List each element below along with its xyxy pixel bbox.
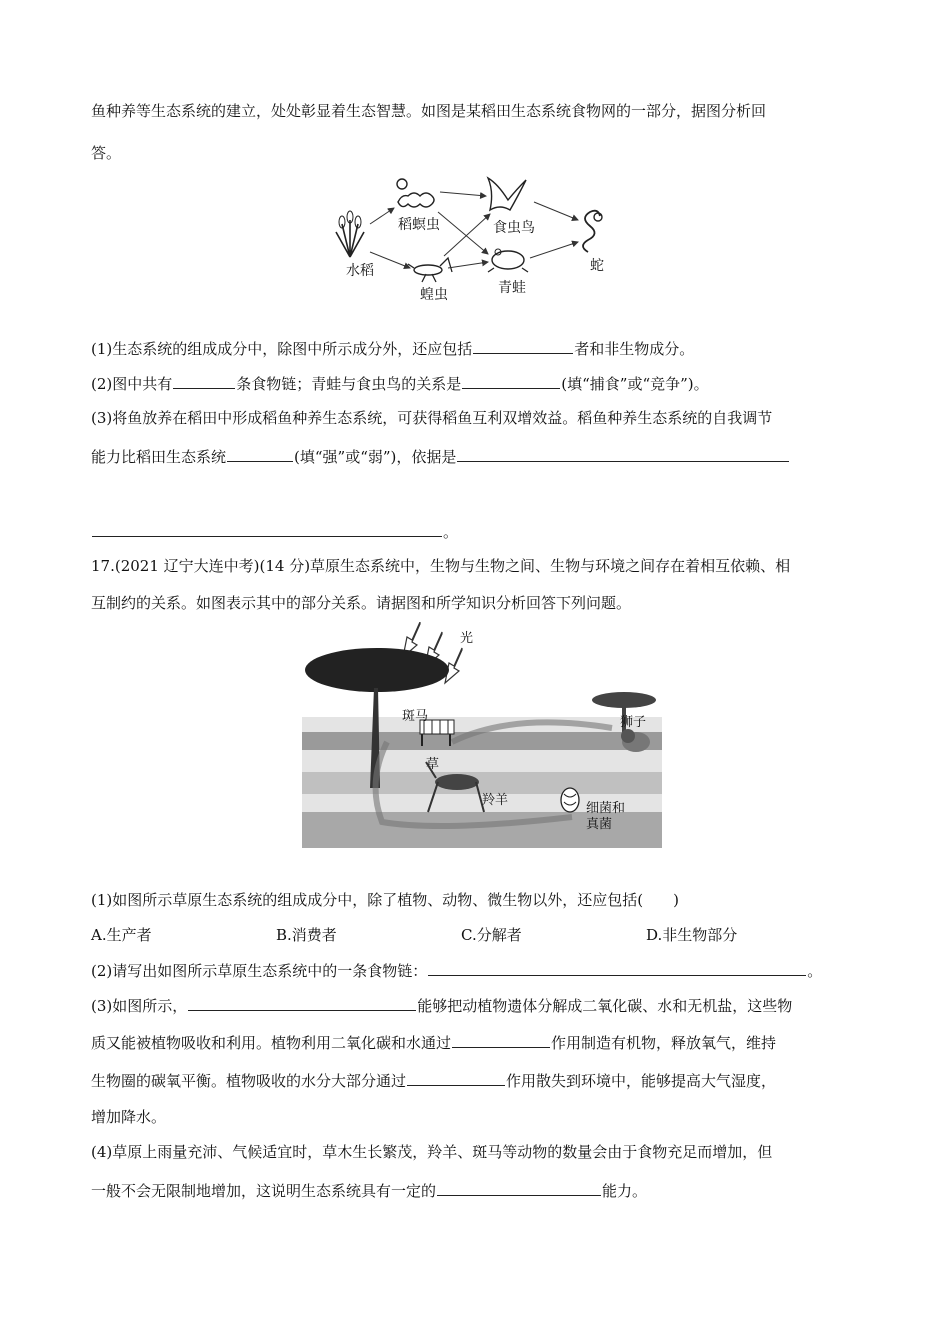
q16-part-2-text-a: (2)图中共有 — [91, 375, 173, 393]
answer-blank[interactable] — [92, 520, 442, 537]
q17-part-3-text-c: 质又能被植物吸收和利用。植物利用二氧化碳和水通过 — [91, 1034, 452, 1052]
option-b[interactable]: B.消费者 — [276, 926, 337, 944]
borer-icon — [397, 179, 434, 207]
q17-part-3-text-a: (3)如图所示， — [91, 997, 188, 1015]
q16-part-3-line-1: (3)将鱼放养在稻田中形成稻鱼种养生态系统，可获得稻鱼互利双增效益。稻鱼种养生态系统的自我调节 — [91, 409, 773, 427]
q16-part-1-text-a: (1)生态系统的组成成分中，除图中所示成分外，还应包括 — [91, 340, 473, 358]
answer-blank[interactable] — [457, 445, 789, 462]
answer-blank[interactable] — [473, 337, 573, 354]
q17-intro-line-1: 17.(2021 辽宁大连中考)(14 分)草原生态系统中，生物与生物之间、生物与环境之间存在着相互依赖、相 — [91, 557, 791, 575]
label-zebra: 斑马 — [402, 709, 429, 724]
q16-part-3-text-a: 能力比稻田生态系统 — [91, 448, 227, 466]
label-snake: 蛇 — [590, 258, 604, 274]
q17-part-3-text-f: 作用散失到环境中，能够提高大气湿度， — [506, 1072, 777, 1090]
q16-part-3-text-b: (填“强”或“弱”)，依据是 — [294, 448, 457, 466]
q16-part-2 — [91, 372, 709, 394]
q16-part-1-text-b: 者和非生物成分。 — [574, 340, 695, 358]
label-decomposer-2: 真菌 — [586, 817, 613, 832]
arrow-bird-snake — [534, 202, 578, 220]
rice-icon — [336, 211, 364, 257]
label-borer: 稻螟虫 — [398, 217, 440, 233]
q17-part-4-line-2 — [91, 1179, 647, 1201]
q17-part-3-line-2 — [91, 1031, 776, 1053]
option-c[interactable]: C.分解者 — [461, 926, 522, 944]
grassland-ecosystem-figure — [302, 622, 662, 848]
q17-part-2 — [91, 959, 822, 981]
q17-part-2-text: (2)请写出如图所示草原生态系统中的一条食物链： — [91, 962, 428, 980]
q16-part-2-text-c: (填“捕食”或“竞争”)。 — [561, 375, 709, 393]
q17-part-3-text-e: 生物圈的碳氧平衡。植物吸收的水分大部分通过 — [91, 1072, 407, 1090]
q17-intro-line-2: 互制约的关系。如图表示其中的部分关系。请据图和所学知识分析回答下列问题。 — [91, 594, 632, 612]
label-frog: 青蛙 — [498, 280, 526, 296]
label-bird: 食虫鸟 — [493, 220, 535, 236]
option-d[interactable]: D.非生物部分 — [646, 926, 738, 944]
arrow-borer-frog — [438, 212, 488, 254]
arrow-frog-snake — [530, 242, 578, 258]
q16-intro-line-2: 答。 — [91, 144, 122, 162]
answer-blank[interactable] — [452, 1031, 550, 1048]
label-light: 光 — [460, 631, 474, 646]
q17-part-3-line-4: 增加降水。 — [91, 1108, 167, 1126]
label-antelope: 羚羊 — [482, 793, 509, 808]
q16-part-3-line-3 — [91, 520, 458, 542]
answer-blank[interactable] — [428, 959, 806, 976]
bird-icon — [488, 178, 526, 210]
answer-blank[interactable] — [227, 445, 293, 462]
frog-icon — [488, 249, 528, 272]
q17-part-3-line-3 — [91, 1069, 776, 1091]
arrow-rice-locust — [370, 252, 410, 268]
label-locust: 蝗虫 — [420, 287, 448, 302]
q17-part-3-text-d: 作用制造有机物，释放氧气，维持 — [551, 1034, 777, 1052]
answer-blank[interactable] — [188, 994, 416, 1011]
q16-intro-line-1: 鱼种养等生态系统的建立，处处彰显着生态智慧。如图是某稻田生态系统食物网的一部分，据图分析回 — [91, 102, 767, 120]
bacteria-fungi-icon — [561, 788, 579, 812]
q16-part-3-end: 。 — [443, 523, 459, 541]
snake-icon — [583, 211, 602, 252]
q16-part-3-line-2 — [91, 445, 790, 467]
arrow-rice-borer — [370, 208, 394, 224]
q17-part-4-text-b: 能力。 — [602, 1182, 648, 1200]
answer-blank[interactable] — [173, 372, 235, 389]
q17-part-3-text-b: 能够把动植物遗体分解成二氧化碳、水和无机盐，这些物 — [417, 997, 793, 1015]
q17-part-4-text-a: 一般不会无限制地增加，这说明生态系统具有一定的 — [91, 1182, 437, 1200]
answer-blank[interactable] — [462, 372, 560, 389]
locust-icon — [408, 258, 452, 282]
label-decomposer-1: 细菌和 — [586, 801, 626, 816]
q17-part-4-line-1: (4)草原上雨量充沛、气候适宜时，草木生长繁茂，羚羊、斑马等动物的数量会由于食物充足而增加，但 — [91, 1143, 773, 1161]
arrow-locust-frog — [448, 262, 488, 268]
q17-part-1: (1)如图所示草原生态系统的组成成分中，除了植物、动物、微生物以外，还应包括( ) — [91, 891, 679, 909]
option-a[interactable]: A.生产者 — [91, 926, 152, 944]
answer-blank[interactable] — [407, 1069, 505, 1086]
q17-part-3-line-1 — [91, 994, 792, 1016]
q16-part-1 — [91, 337, 694, 359]
arrow-borer-bird — [440, 192, 486, 196]
label-rice: 水稻 — [346, 263, 374, 279]
label-lion: 狮子 — [620, 715, 647, 730]
label-grass: 草 — [426, 757, 440, 772]
q17-part-2-end: 。 — [807, 962, 823, 980]
q16-part-2-text-b: 条食物链；青蛙与食虫鸟的关系是 — [236, 375, 462, 393]
rice-food-web-diagram — [330, 172, 630, 302]
answer-blank[interactable] — [437, 1179, 601, 1196]
